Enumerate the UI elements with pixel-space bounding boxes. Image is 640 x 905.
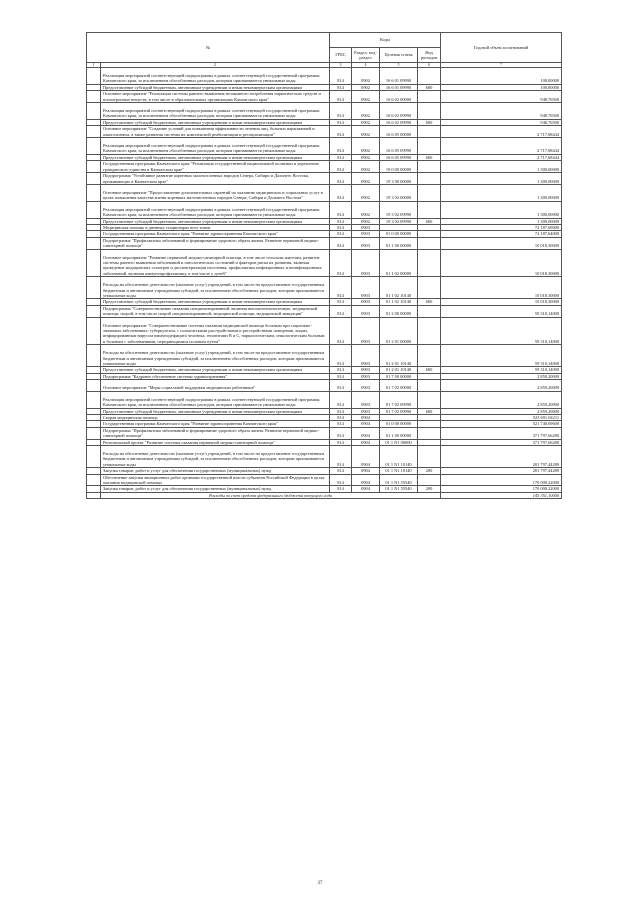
table-row xyxy=(87,138,562,155)
row-target-article: 01 1 N1 10140 xyxy=(380,468,418,474)
row-number-cell xyxy=(87,161,101,173)
row-description: Реализация мероприятий соответствующей подпрограммы в рамках соответствующей государственной программы Камчатского края, за исключением обособленных расходов, которым присваиваются уникальные коды xyxy=(101,138,330,155)
row-number-cell xyxy=(87,126,101,138)
row-grbs: 814 xyxy=(330,468,352,474)
row-razdel: 0902 xyxy=(352,126,380,138)
row-description: Расходы на обеспечение деятельности (оказание услуг) учреждений, в том числе на предоставление государственным бюджетным и автономным учреждениям субсидий, за исключением обособленных расходов, которым присваиваются уникальные коды xyxy=(101,445,330,467)
row-amount: 1 300,00000 xyxy=(441,218,562,224)
table-row xyxy=(87,173,562,185)
row-razdel: 0903 xyxy=(352,317,380,345)
row-expense-type xyxy=(418,249,441,277)
row-expense-type xyxy=(418,173,441,185)
row-expense-type xyxy=(418,126,441,138)
row-grbs: 814 xyxy=(330,173,352,185)
row-expense-type xyxy=(418,161,441,173)
row-razdel: 0903 xyxy=(352,408,380,414)
row-razdel: 0902 xyxy=(352,68,380,85)
row-target-article: 16 6 02 09990 xyxy=(380,119,418,125)
header-num: № xyxy=(87,33,330,63)
row-razdel: 0902 xyxy=(352,161,380,173)
row-expense-type xyxy=(418,305,441,317)
row-number-cell xyxy=(87,345,101,367)
header-grbs: ГРБС xyxy=(330,48,352,63)
table-row xyxy=(87,201,562,218)
row-target-article: 19 3 02 00000 xyxy=(380,184,418,201)
row-number-cell xyxy=(87,91,101,103)
row-description: Предоставление субсидий бюджетным, автономным учреждениям и иным некоммерческим организациям xyxy=(101,367,330,373)
row-grbs: 814 xyxy=(330,277,352,299)
row-amount: 2 717,68444 xyxy=(441,138,562,155)
row-grbs: 814 xyxy=(330,367,352,373)
header-codes: Коды xyxy=(330,33,441,48)
row-description: Предоставление субсидий бюджетным, автономным учреждениям и иным некоммерческим организациям xyxy=(101,119,330,125)
row-amount: 1 300,00000 xyxy=(441,161,562,173)
table-row xyxy=(87,277,562,299)
row-description: Основное мероприятие "Предоставление дополнительных гарантий по оказанию медицинских и социальных услуг в целях повышения качества жизни коренных малочисленных народов Севера, Сибири и Дальнего Востока" xyxy=(101,184,330,201)
row-grbs: 814 xyxy=(330,249,352,277)
row-target-article: 16 6 05 00000 xyxy=(380,126,418,138)
row-amount: 10 018,30000 xyxy=(441,299,562,305)
row-amount: 1 300,00000 xyxy=(441,201,562,218)
row-description: Закупка товаров, работ и услуг для обеспечения государственных (муниципальных) нужд xyxy=(101,468,330,474)
row-expense-type xyxy=(418,391,441,408)
row-grbs: 814 xyxy=(330,119,352,125)
table-row xyxy=(87,184,562,201)
row-amount: 59 310,14000 xyxy=(441,345,562,367)
row-number-cell xyxy=(87,380,101,391)
row-amount: 59 310,14000 xyxy=(441,305,562,317)
row-razdel: 0904 xyxy=(352,439,380,445)
colnum: 4 xyxy=(352,63,380,68)
row-razdel: 0902 xyxy=(352,218,380,224)
row-expense-type: 600 xyxy=(418,367,441,373)
table-header-row xyxy=(87,33,562,48)
row-razdel: 0904 xyxy=(352,427,380,439)
row-number-cell xyxy=(87,249,101,277)
row-expense-type: 600 xyxy=(418,408,441,414)
row-description: Государственная программа Камчатского края "Развитие здравоохранения Камчатского края" xyxy=(101,231,330,237)
row-razdel: 0903 xyxy=(352,237,380,249)
row-razdel: 0904 xyxy=(352,474,380,486)
row-expense-type xyxy=(418,68,441,85)
row-target-article: 19 3 02 09990 xyxy=(380,218,418,224)
row-number-cell xyxy=(87,201,101,218)
row-target-article: 16 6 05 09990 xyxy=(380,154,418,160)
row-grbs: 814 xyxy=(330,91,352,103)
row-amount: 523 691,04211 xyxy=(441,414,562,420)
row-expense-type: 600 xyxy=(418,84,441,90)
row-expense-type xyxy=(418,138,441,155)
row-grbs: 814 xyxy=(330,373,352,379)
row-razdel: 0902 xyxy=(352,119,380,125)
row-amount: 201 797,44289 xyxy=(441,468,562,474)
row-grbs: 814 xyxy=(330,439,352,445)
row-expense-type xyxy=(418,380,441,391)
table-row xyxy=(87,91,562,103)
row-target-article: 01 1 02 00000 xyxy=(380,249,418,277)
row-description: Основное мероприятие "Совершенствование системы оказания медицинской помощи больным при социально-значимых заболеваниях: туберкулезом, с психическими расстройствами и расстройствами поведения, лицам, инфицированным вирусом иммунодефицита человека, гепатитами В и С, наркологическим, онкологическим больным и больным с заболеваниями, передающимися половым путем" xyxy=(101,317,330,345)
row-razdel: 0903 xyxy=(352,299,380,305)
row-target-article: 01 7 02 00000 xyxy=(380,380,418,391)
row-expense-type xyxy=(418,91,441,103)
row-grbs: 814 xyxy=(330,84,352,90)
row-amount: 948,76500 xyxy=(441,119,562,125)
row-grbs: 814 xyxy=(330,408,352,414)
footer-amount: 145 351,10000 xyxy=(441,492,562,498)
table-row xyxy=(87,380,562,391)
table-row xyxy=(87,391,562,408)
row-description: Предоставление субсидий бюджетным, автономным учреждениям и иным некоммерческим организациям xyxy=(101,299,330,305)
row-grbs: 814 xyxy=(330,427,352,439)
row-number-cell xyxy=(87,445,101,467)
row-amount: 948,76500 xyxy=(441,103,562,120)
row-description: Предоставление субсидий бюджетным, автономным учреждениям и иным некоммерческим организациям xyxy=(101,84,330,90)
row-target-article: 01 1 02 10140 xyxy=(380,299,418,305)
row-razdel: 0903 xyxy=(352,249,380,277)
table-row xyxy=(87,305,562,317)
row-razdel: 0903 xyxy=(352,231,380,237)
row-description: Подпрограмма "Устойчивое развитие коренных малочисленных народов Севера, Сибири и Дальнего Востока, проживающих в Камчатском крае" xyxy=(101,173,330,185)
row-grbs: 814 xyxy=(330,474,352,486)
row-amount: 170 000,22000 xyxy=(441,486,562,492)
row-razdel: 0902 xyxy=(352,103,380,120)
row-expense-type: 200 xyxy=(418,468,441,474)
row-razdel: 0904 xyxy=(352,421,380,427)
row-description: Предоставление субсидий бюджетным, автономным учреждениям и иным некоммерческим организациям xyxy=(101,408,330,414)
row-grbs: 814 xyxy=(330,103,352,120)
row-target-article: 01 2 00 00000 xyxy=(380,305,418,317)
row-description: Реализация мероприятий соответствующей подпрограммы в рамках соответствующей государственной программы Камчатского края, за исключением обособленных расходов, которым присваиваются уникальные коды xyxy=(101,201,330,218)
row-razdel: 0902 xyxy=(352,201,380,218)
row-description: Обеспечение закупки авиационных работ органами государственной власти субъектов Российской Федерации в целях оказания медицинской помощи xyxy=(101,474,330,486)
row-number-cell xyxy=(87,317,101,345)
row-description: Реализация мероприятий соответствующей подпрограммы в рамках соответствующей государственной программы Камчатского края, за исключением обособленных расходов, которым присваиваются уникальные коды xyxy=(101,391,330,408)
row-description: Государственная программа Камчатского края "Развитие здравоохранения Камчатского края" xyxy=(101,421,330,427)
table-row xyxy=(87,249,562,277)
row-grbs: 814 xyxy=(330,126,352,138)
row-expense-type xyxy=(418,317,441,345)
row-amount: 72 187,69000 xyxy=(441,224,562,230)
row-target-article: 01 1 N1 10140 xyxy=(380,445,418,467)
row-amount: 371 797,66280 xyxy=(441,439,562,445)
row-razdel: 0902 xyxy=(352,91,380,103)
row-amount: 1 300,00000 xyxy=(441,173,562,185)
table-row xyxy=(87,103,562,120)
row-description: Основное мероприятие "Меры социальной поддержки медицинских работников" xyxy=(101,380,330,391)
row-amount: 948,76500 xyxy=(441,91,562,103)
row-grbs: 814 xyxy=(330,486,352,492)
row-number-cell xyxy=(87,305,101,317)
row-description: Основное мероприятие "Создание условий для повышения эффективности лечения лиц, больных наркоманией и алкоголизмом, а также развития системы их комплексной реабилитации и ресоциализации" xyxy=(101,126,330,138)
row-grbs: 814 xyxy=(330,231,352,237)
row-razdel: 0904 xyxy=(352,468,380,474)
row-description: Расходы на обеспечение деятельности (оказание услуг) учреждений, в том числе на предоставление государственным бюджетным и автономным учреждениям субсидий, за исключением обособленных расходов, которым присваиваются уникальные коды xyxy=(101,345,330,367)
table-row xyxy=(87,474,562,486)
row-target-article: 01 1 N1 55540 xyxy=(380,486,418,492)
row-grbs: 814 xyxy=(330,305,352,317)
row-target-article: 16 6 05 09990 xyxy=(380,138,418,155)
row-grbs: 814 xyxy=(330,421,352,427)
row-description: Подпрограмма "Кадровое обеспечение системы здравоохранения" xyxy=(101,373,330,379)
row-expense-type: 600 xyxy=(418,154,441,160)
row-grbs: 814 xyxy=(330,299,352,305)
row-razdel: 0903 xyxy=(352,224,380,230)
row-expense-type xyxy=(418,277,441,299)
row-target-article: 16 6 01 09990 xyxy=(380,84,418,90)
row-description: Подпрограмма "Профилактика заболеваний и формирование здорового образа жизни. Развитие первичной медико-санитарной помощи" xyxy=(101,237,330,249)
colnum: 3 xyxy=(330,63,352,68)
row-number-cell xyxy=(87,68,101,85)
row-amount: 59 310,14000 xyxy=(441,317,562,345)
row-target-article: 01 1 02 10140 xyxy=(380,277,418,299)
row-amount: 59 310,14000 xyxy=(441,367,562,373)
row-razdel: 0904 xyxy=(352,414,380,420)
row-expense-type xyxy=(418,237,441,249)
row-expense-type xyxy=(418,427,441,439)
row-expense-type xyxy=(418,345,441,367)
row-description: Подпрограмма "Совершенствование оказания специализированной, включая высокотехнологичную, медицинской помощи, скорой, в том числе скорой специализированной, медицинской помощи, медицинской эвакуации" xyxy=(101,305,330,317)
row-target-article: 19 0 00 00000 xyxy=(380,161,418,173)
row-grbs: 814 xyxy=(330,380,352,391)
row-grbs: 814 xyxy=(330,161,352,173)
row-amount: 10 018,30000 xyxy=(441,277,562,299)
row-grbs: 814 xyxy=(330,138,352,155)
table-row xyxy=(87,445,562,467)
row-amount: 2 859,20000 xyxy=(441,408,562,414)
row-razdel: 0902 xyxy=(352,154,380,160)
footer-row xyxy=(87,492,562,498)
table-row xyxy=(87,237,562,249)
row-razdel: 0903 xyxy=(352,345,380,367)
colnum: 2 xyxy=(101,63,330,68)
row-expense-type xyxy=(418,184,441,201)
row-grbs: 814 xyxy=(330,237,352,249)
row-expense-type: 600 xyxy=(418,119,441,125)
row-razdel: 0903 xyxy=(352,305,380,317)
row-description: Расходы на обеспечение деятельности (оказание услуг) учреждений, в том числе на предоставление государственным бюджетным и автономным учреждениям субсидий, за исключением обособленных расходов, которым присваиваются уникальные коды xyxy=(101,277,330,299)
row-description: Предоставление субсидий бюджетным, автономным учреждениям и иным некоммерческим организациям xyxy=(101,218,330,224)
row-amount: 100,00000 xyxy=(441,84,562,90)
row-target-article: 01 1 N1 00000 xyxy=(380,439,418,445)
colnum: 7 xyxy=(441,63,562,68)
row-target-article: 01 0 00 00000 xyxy=(380,231,418,237)
row-description: Государственная программа Камчатского края "Реализация государственной национальной политики и укрепление гражданского единства в Камчатском крае" xyxy=(101,161,330,173)
row-number-cell xyxy=(87,277,101,299)
colnum: 6 xyxy=(418,63,441,68)
row-target-article: 01 1 00 00000 xyxy=(380,427,418,439)
table-row xyxy=(87,161,562,173)
row-target-article: 01 7 02 09990 xyxy=(380,391,418,408)
header-tsel: Целевая статья xyxy=(380,48,418,63)
budget-table-sheet xyxy=(86,32,561,499)
colnum: 1 xyxy=(87,63,101,68)
row-razdel: 0902 xyxy=(352,84,380,90)
row-number-cell xyxy=(87,474,101,486)
row-number-cell xyxy=(87,103,101,120)
row-razdel: 0903 xyxy=(352,277,380,299)
row-grbs: 814 xyxy=(330,345,352,367)
row-grbs: 814 xyxy=(330,391,352,408)
row-razdel: 0903 xyxy=(352,373,380,379)
row-razdel: 0903 xyxy=(352,391,380,408)
row-description: Региональный проект "Развитие системы оказания первичной медико-санитарной помощи" xyxy=(101,439,330,445)
row-number-cell xyxy=(87,184,101,201)
row-target-article: 01 7 00 00000 xyxy=(380,373,418,379)
row-grbs: 814 xyxy=(330,184,352,201)
row-description: Подпрограмма "Профилактика заболеваний и формирование здорового образа жизни. Развитие первичной медико-санитарной помощи" xyxy=(101,427,330,439)
row-number-cell xyxy=(87,138,101,155)
budget-table xyxy=(86,32,562,499)
row-expense-type xyxy=(418,445,441,467)
page-number: 37 xyxy=(317,881,323,886)
row-expense-type xyxy=(418,201,441,218)
row-razdel: 0903 xyxy=(352,367,380,373)
row-target-article: 01 7 02 09990 xyxy=(380,408,418,414)
row-description: Предоставление субсидий бюджетным, автономным учреждениям и иным некоммерческим организациям xyxy=(101,154,330,160)
row-grbs: 814 xyxy=(330,218,352,224)
row-description: Скорая медицинская помощь xyxy=(101,414,330,420)
row-target-article: 01 2 01 10140 xyxy=(380,345,418,367)
row-amount: 100,00000 xyxy=(441,68,562,85)
row-amount: 371 797,66280 xyxy=(441,427,562,439)
row-target-article: 16 6 02 00000 xyxy=(380,91,418,103)
row-amount: 2 859,20000 xyxy=(441,373,562,379)
row-amount: 170 000,22000 xyxy=(441,474,562,486)
row-number-cell xyxy=(87,173,101,185)
row-description: Реализация мероприятий соответствующей подпрограммы в рамках соответствующей государственной программы Камчатского края, за исключением обособленных расходов, которым присваиваются уникальные коды xyxy=(101,103,330,120)
row-grbs: 814 xyxy=(330,414,352,420)
table-row xyxy=(87,68,562,85)
row-amount: 2 717,68444 xyxy=(441,126,562,138)
table-row xyxy=(87,126,562,138)
row-number-cell xyxy=(87,427,101,439)
row-target-article: 01 2 01 00000 xyxy=(380,317,418,345)
row-grbs: 814 xyxy=(330,317,352,345)
row-razdel: 0903 xyxy=(352,380,380,391)
row-expense-type: 200 xyxy=(418,486,441,492)
row-expense-type: 600 xyxy=(418,218,441,224)
header-razdel: Раздел, под-раздел xyxy=(352,48,380,63)
row-amount: 10 018,30000 xyxy=(441,249,562,277)
table-body xyxy=(87,68,562,493)
header-vid: Вид расходов xyxy=(418,48,441,63)
row-target-article: 01 2 01 10140 xyxy=(380,367,418,373)
row-amount: 2 859,20000 xyxy=(441,380,562,391)
row-number-cell xyxy=(87,237,101,249)
row-razdel: 0902 xyxy=(352,184,380,201)
table-row xyxy=(87,345,562,367)
row-number-cell xyxy=(87,391,101,408)
row-amount: 1 300,00000 xyxy=(441,184,562,201)
row-target-article: 01 1 N1 55540 xyxy=(380,474,418,486)
row-amount: 201 797,44289 xyxy=(441,445,562,467)
table-row xyxy=(87,427,562,439)
table-row xyxy=(87,317,562,345)
row-razdel: 0904 xyxy=(352,445,380,467)
row-target-article: 19 3 02 09990 xyxy=(380,201,418,218)
row-description: Реализация мероприятий соответствующей подпрограммы в рамках соответствующей государственной программы Камчатского края, за исключением обособленных расходов, которым присваиваются уникальные коды xyxy=(101,68,330,85)
row-amount: 72 187,64000 xyxy=(441,231,562,237)
row-target-article: 16 6 01 09990 xyxy=(380,68,418,85)
row-amount: 2 717,68444 xyxy=(441,154,562,160)
header-volume: Годовой объем ассигнований xyxy=(441,33,562,63)
row-grbs: 814 xyxy=(330,445,352,467)
colnum: 5 xyxy=(380,63,418,68)
row-description: Закупка товаров, работ и услуг для обеспечения государственных (муниципальных) нужд xyxy=(101,486,330,492)
row-amount: 521 740,69600 xyxy=(441,421,562,427)
row-description: Основное мероприятие "Реализация системы раннего выявления незаконного потребления наркотических средств и психотропных веществ, в том числе в образовательных организациях Камчатского края" xyxy=(101,91,330,103)
row-expense-type xyxy=(418,103,441,120)
row-target-article: 01 1 00 00000 xyxy=(380,237,418,249)
row-target-article: 16 6 02 09990 xyxy=(380,103,418,120)
footer-label: Расходы за счет средств федерального бюджета текущего года xyxy=(101,492,441,498)
row-description: Основное мероприятие "Развитие первичной медико-санитарной помощи, в том числе сельским жителям, развитие системы раннего выявления заболеваний и патологических состояний и факторов риска их развития, включая проведение медицинских осмотров и диспансеризации населения, профилактика инфекционных и неинфекционных заболеваний, включая иммунопрофилактику, в том числе у детей" xyxy=(101,249,330,277)
row-razdel: 0902 xyxy=(352,173,380,185)
row-target-article: 19 3 00 00000 xyxy=(380,173,418,185)
row-razdel: 0904 xyxy=(352,486,380,492)
row-amount: 2 859,20000 xyxy=(441,391,562,408)
row-description: Медицинская помощь в дневных стационарах всех типов xyxy=(101,224,330,230)
row-target-article: 01 0 00 00000 xyxy=(380,421,418,427)
row-expense-type: 600 xyxy=(418,299,441,305)
row-grbs: 814 xyxy=(330,224,352,230)
row-expense-type xyxy=(418,474,441,486)
row-grbs: 814 xyxy=(330,68,352,85)
row-razdel: 0902 xyxy=(352,138,380,155)
row-grbs: 814 xyxy=(330,201,352,218)
row-grbs: 814 xyxy=(330,154,352,160)
row-amount: 10 018,30000 xyxy=(441,237,562,249)
